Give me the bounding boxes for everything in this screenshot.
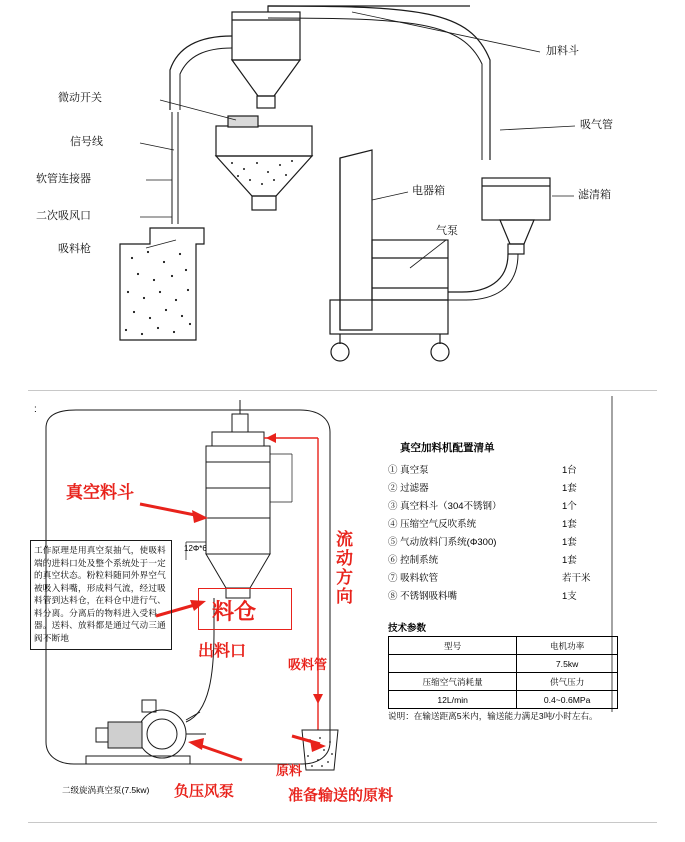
label-pump-spec: 二级旋涡真空泵(7.5kw) — [62, 785, 150, 795]
cell-model-value — [389, 655, 517, 673]
label-vacuum-hopper: 真空料斗 — [66, 483, 134, 502]
label-hopper: 加料斗 — [546, 45, 579, 57]
config-item-3 — [388, 498, 502, 512]
label-raw-material: 原料 — [276, 763, 303, 778]
config-item-6 — [388, 552, 438, 566]
config-item-3-name: 真空料斗（304不锈钢） — [400, 501, 502, 512]
config-item-5-name: 气动放料门系统(Φ300) — [400, 537, 497, 548]
label-secondary-air-inlet: 二次吸风口 — [36, 210, 91, 222]
config-qty-3: 1个 — [562, 501, 577, 512]
top-panel — [0, 0, 685, 390]
principle-text: 工作原理是用真空泵抽气，使吸料端的进料口处及整个系统处于一定的真空状态。粉粒料随同外界空气被吸入料嘴，形成料气流，经过吸料管到达料仓，在料仓中进行气、料分离。分离后的物料进入受料器。送料、放料都是通过气动三通阀不断地 — [34, 545, 166, 643]
tech-params-note: 说明：在输送距离5米内，输送能力满足3吨/小时左右。 — [388, 711, 598, 721]
config-item-7-name: 吸料软管 — [400, 573, 439, 584]
config-item-8 — [388, 588, 457, 602]
label-discharge-port: 出料口 — [198, 643, 247, 660]
config-item-4 — [388, 516, 476, 530]
cell-air-value: 12L/min — [389, 691, 517, 709]
colon-mark: : — [34, 404, 37, 415]
config-qty-4: 1套 — [562, 519, 577, 530]
cell-power-head: 电机功率 — [517, 637, 618, 655]
config-item-2-name: 过滤器 — [400, 483, 429, 494]
config-qty-6: 1套 — [562, 555, 577, 566]
cell-model-head: 型号 — [389, 637, 517, 655]
config-item-3-no: ③ — [388, 501, 398, 512]
config-qty-5: 1套 — [562, 537, 577, 548]
config-qty-7: 若干米 — [562, 573, 591, 584]
label-air-pump: 气泵 — [436, 225, 458, 237]
table-row — [389, 655, 618, 673]
config-item-1-name: 真空泵 — [400, 465, 429, 476]
config-item-5-no: ⑤ — [388, 537, 398, 548]
cell-power-value: 7.5kw — [517, 655, 618, 673]
config-item-5 — [388, 534, 496, 548]
tech-params-table — [388, 636, 618, 709]
label-electric-box: 电器箱 — [412, 185, 445, 197]
cell-air-head: 压缩空气消耗量 — [389, 673, 517, 691]
config-item-2-no: ② — [388, 483, 398, 494]
label-material-bin: 料仓 — [212, 599, 257, 624]
label-signal-line: 信号线 — [70, 136, 103, 148]
table-row — [389, 637, 618, 655]
config-item-6-name: 控制系统 — [400, 555, 439, 566]
config-item-7 — [388, 570, 438, 584]
config-qty-8: 1支 — [562, 591, 577, 602]
config-item-2 — [388, 480, 429, 494]
config-item-8-name: 不锈钢吸料嘴 — [400, 591, 458, 602]
panel-divider — [28, 390, 657, 391]
config-qty-1: 1台 — [562, 465, 577, 476]
cell-pressure-head: 供气压力 — [517, 673, 618, 691]
label-suction-gun: 吸料枪 — [58, 243, 91, 255]
label-filter-box: 滤清箱 — [578, 189, 611, 201]
config-item-6-no: ⑥ — [388, 555, 398, 566]
config-item-1 — [388, 462, 429, 476]
config-item-1-no: ① — [388, 465, 398, 476]
config-item-8-no: ⑧ — [388, 591, 398, 602]
table-row — [389, 691, 618, 709]
cell-pressure-value: 0.4~0.6MPa — [517, 691, 618, 709]
config-item-4-no: ④ — [388, 519, 398, 530]
config-qty-2: 1套 — [562, 483, 577, 494]
bottom-panel — [0, 392, 685, 842]
label-ready-material: 准备输送的原料 — [288, 787, 394, 804]
label-suction-pipe: 吸料管 — [288, 657, 328, 672]
label-micro-switch: 微动开关 — [58, 92, 102, 104]
label-negative-pressure-fan: 负压风泵 — [174, 783, 235, 800]
config-item-4-name: 压缩空气反吹系统 — [400, 519, 477, 530]
config-item-7-no: ⑦ — [388, 573, 398, 584]
label-hose-connector: 软管连接器 — [36, 173, 91, 185]
label-flow-direction: 流动方向 — [333, 530, 352, 606]
label-dim-12x6: 12Φ*6 — [184, 544, 207, 553]
tech-params-heading: 技术参数 — [388, 623, 427, 634]
table-row — [389, 673, 618, 691]
label-suction-pipe: 吸气管 — [580, 119, 613, 131]
config-list-title: 真空加料机配置清单 — [400, 442, 495, 454]
